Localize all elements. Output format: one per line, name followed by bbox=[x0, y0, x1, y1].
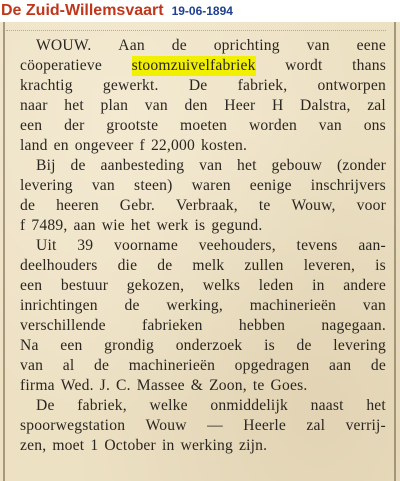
article-word: wordt bbox=[285, 57, 323, 74]
article-word: die bbox=[117, 257, 138, 274]
article-word: Verbraak, bbox=[175, 197, 238, 214]
article-word: kosten. bbox=[201, 137, 248, 154]
article-line bbox=[20, 156, 386, 176]
article-word: in bbox=[312, 277, 325, 294]
article-word: de bbox=[296, 337, 312, 354]
article-word: — bbox=[207, 417, 223, 434]
article-line bbox=[20, 276, 386, 296]
article-word: hebben bbox=[238, 317, 286, 334]
article-word: naar bbox=[20, 97, 48, 114]
article-body bbox=[20, 36, 386, 456]
article-word: gewerkt. bbox=[102, 77, 159, 94]
article-word: Na bbox=[20, 337, 39, 354]
article-word: het bbox=[366, 397, 386, 414]
article-line bbox=[20, 96, 386, 116]
article-word: C. bbox=[116, 377, 131, 394]
article-word: van bbox=[306, 37, 330, 54]
article-word: f bbox=[139, 137, 145, 154]
article-word: zen, bbox=[20, 437, 47, 454]
article-word: Dalstra, bbox=[300, 97, 351, 114]
left-column-rule bbox=[3, 22, 5, 481]
article-line bbox=[20, 56, 386, 76]
article-word: de bbox=[157, 257, 173, 274]
article-line bbox=[20, 116, 386, 136]
article-word: onderzoek bbox=[175, 337, 243, 354]
article-line bbox=[20, 336, 386, 356]
article-word: (zonder bbox=[336, 157, 386, 174]
article-line bbox=[20, 76, 386, 96]
newspaper-clipping bbox=[0, 22, 400, 481]
article-word: waren bbox=[191, 177, 231, 194]
article-word: Wouw, bbox=[291, 197, 336, 214]
article-word: de bbox=[124, 297, 140, 314]
article-word: cöoperatieve bbox=[20, 57, 103, 74]
article-word: het bbox=[64, 97, 84, 114]
article-word: De bbox=[36, 397, 55, 414]
article-word: de bbox=[370, 357, 386, 374]
article-word: eene bbox=[356, 37, 386, 54]
article-word: inschrijvers bbox=[310, 177, 386, 194]
article-line bbox=[20, 316, 386, 336]
article-word: Heer bbox=[224, 97, 256, 114]
article-word: firma bbox=[20, 377, 55, 394]
article-word: worden bbox=[248, 117, 297, 134]
article-word: van bbox=[362, 297, 386, 314]
article-word: Massee bbox=[136, 377, 185, 394]
article-word: te bbox=[252, 377, 265, 394]
article-word: Bij bbox=[36, 157, 56, 174]
article-word: der bbox=[64, 117, 85, 134]
article-word: oprichting bbox=[213, 37, 280, 54]
article-word: machinerieën bbox=[128, 357, 216, 374]
article-word: fabriek, bbox=[237, 77, 288, 94]
article-line bbox=[20, 36, 386, 56]
top-border-rule bbox=[6, 22, 386, 31]
article-word: de bbox=[70, 157, 86, 174]
article-word: bestuur bbox=[60, 277, 109, 294]
article-word: thans bbox=[352, 57, 386, 74]
article-word: heeren bbox=[56, 197, 99, 214]
article-word: aan bbox=[73, 217, 96, 234]
highlighted-search-term: stoomzuivelfabriek bbox=[131, 57, 256, 74]
article-word: zullen bbox=[244, 257, 284, 274]
article-word: ongeveer bbox=[74, 137, 134, 154]
article-word: tevens bbox=[296, 237, 338, 254]
article-word: gegund. bbox=[211, 217, 263, 234]
article-word: gekozen, bbox=[126, 277, 185, 294]
article-word: spoorwegstation bbox=[20, 417, 126, 434]
article-word: fabriek, bbox=[77, 397, 127, 414]
article-word: wie bbox=[101, 217, 125, 234]
article-word: melk bbox=[192, 257, 225, 274]
article-word: machinerieën bbox=[249, 297, 337, 314]
article-line bbox=[20, 376, 386, 396]
article-word: leveren, bbox=[303, 257, 356, 274]
article-word: moeten bbox=[180, 117, 228, 134]
article-word: al bbox=[62, 357, 75, 374]
article-word: voorname bbox=[114, 237, 178, 254]
article-word: van bbox=[318, 117, 342, 134]
article-word: zal bbox=[306, 417, 326, 434]
article-word: zal bbox=[367, 97, 386, 114]
article-word: gebouw bbox=[271, 157, 323, 174]
article-word: Zoon, bbox=[209, 377, 247, 394]
article-word: nagegaan. bbox=[321, 317, 386, 334]
article-line bbox=[20, 216, 386, 236]
article-word: te bbox=[258, 197, 271, 214]
publication-date: 19-06-1894 bbox=[171, 4, 233, 18]
article-word: werk bbox=[156, 217, 189, 234]
article-word: deelhouders bbox=[20, 257, 98, 274]
article-line bbox=[20, 136, 386, 156]
article-line bbox=[20, 176, 386, 196]
article-line bbox=[20, 396, 386, 416]
article-word: plan bbox=[100, 97, 129, 114]
article-word: den bbox=[184, 97, 208, 114]
article-word: aan- bbox=[358, 237, 386, 254]
article-word: veehouders, bbox=[198, 237, 276, 254]
article-word: een bbox=[60, 337, 83, 354]
article-word: steen) bbox=[134, 177, 173, 194]
article-word: onmiddelijk bbox=[210, 397, 288, 414]
article-word: 22,000 bbox=[150, 137, 196, 154]
article-word: opgedragen bbox=[234, 357, 310, 374]
article-word: naast bbox=[310, 397, 344, 414]
article-word: het bbox=[130, 217, 151, 234]
article-word: Heerle bbox=[243, 417, 287, 434]
article-word: grondig bbox=[104, 337, 155, 354]
article-word: zijn. bbox=[238, 437, 268, 454]
article-word: welke bbox=[149, 397, 188, 414]
article-word: de bbox=[93, 357, 110, 374]
article-line bbox=[20, 256, 386, 276]
article-word: van bbox=[199, 157, 223, 174]
article-word: in bbox=[161, 437, 175, 454]
article-word: levering bbox=[20, 177, 73, 194]
article-word: De bbox=[188, 77, 208, 94]
article-word: de bbox=[20, 197, 36, 214]
article-word: WOUW. bbox=[36, 37, 92, 54]
article-word: J. bbox=[99, 377, 111, 394]
newspaper-title: De Zuid-Willemsvaart bbox=[1, 2, 164, 19]
article-word: het bbox=[237, 157, 257, 174]
article-line bbox=[20, 356, 386, 376]
article-word: werking bbox=[180, 437, 233, 454]
article-word: van bbox=[91, 177, 115, 194]
article-line bbox=[20, 436, 386, 456]
article-line bbox=[20, 196, 386, 216]
article-word: f bbox=[20, 217, 26, 234]
article-line bbox=[20, 236, 386, 256]
article-word: Wed. bbox=[60, 377, 94, 394]
article-word: is bbox=[375, 257, 386, 274]
article-word: van bbox=[20, 357, 44, 374]
article-word: andere bbox=[343, 277, 386, 294]
article-word: verschillende bbox=[20, 317, 106, 334]
article-word: is bbox=[264, 337, 275, 354]
article-word: Uit bbox=[36, 237, 57, 254]
article-word: Goes. bbox=[270, 377, 308, 394]
article-word: is bbox=[194, 217, 206, 234]
article-word: een bbox=[20, 277, 43, 294]
article-word: Aan bbox=[118, 37, 145, 54]
article-word: krachtig bbox=[20, 77, 73, 94]
article-word: & bbox=[190, 377, 204, 394]
article-line bbox=[20, 416, 386, 436]
article-word: welks bbox=[202, 277, 241, 294]
article-word: 39 bbox=[77, 237, 94, 254]
article-word: inrichtingen bbox=[20, 297, 98, 314]
article-word: leden bbox=[258, 277, 294, 294]
article-word: aan bbox=[329, 357, 352, 374]
article-word: Wouw bbox=[145, 417, 187, 434]
article-word: 7489, bbox=[31, 217, 68, 234]
article-word: en bbox=[53, 137, 69, 154]
article-word: land bbox=[20, 137, 48, 154]
article-word: October bbox=[104, 437, 156, 454]
article-word: Gebr. bbox=[119, 197, 155, 214]
article-word: aanbesteding bbox=[100, 157, 185, 174]
article-word: moet bbox=[52, 437, 85, 454]
article-word: verrij- bbox=[345, 417, 386, 434]
article-word: levering bbox=[333, 337, 386, 354]
article-word: de bbox=[171, 37, 187, 54]
article-word: van bbox=[144, 97, 168, 114]
article-word: ontworpen bbox=[317, 77, 386, 94]
article-word: werking, bbox=[166, 297, 223, 314]
article-word: grootste bbox=[106, 117, 159, 134]
article-word: 1 bbox=[90, 437, 99, 454]
article-line bbox=[20, 296, 386, 316]
right-column-rule bbox=[394, 22, 396, 481]
clipping-header bbox=[0, 0, 400, 22]
article-word: fabrieken bbox=[141, 317, 203, 334]
article-word: ons bbox=[363, 117, 386, 134]
article-word: een bbox=[20, 117, 43, 134]
article-word: eenige bbox=[249, 177, 292, 194]
article-word: H bbox=[271, 97, 284, 114]
article-word: voor bbox=[356, 197, 386, 214]
